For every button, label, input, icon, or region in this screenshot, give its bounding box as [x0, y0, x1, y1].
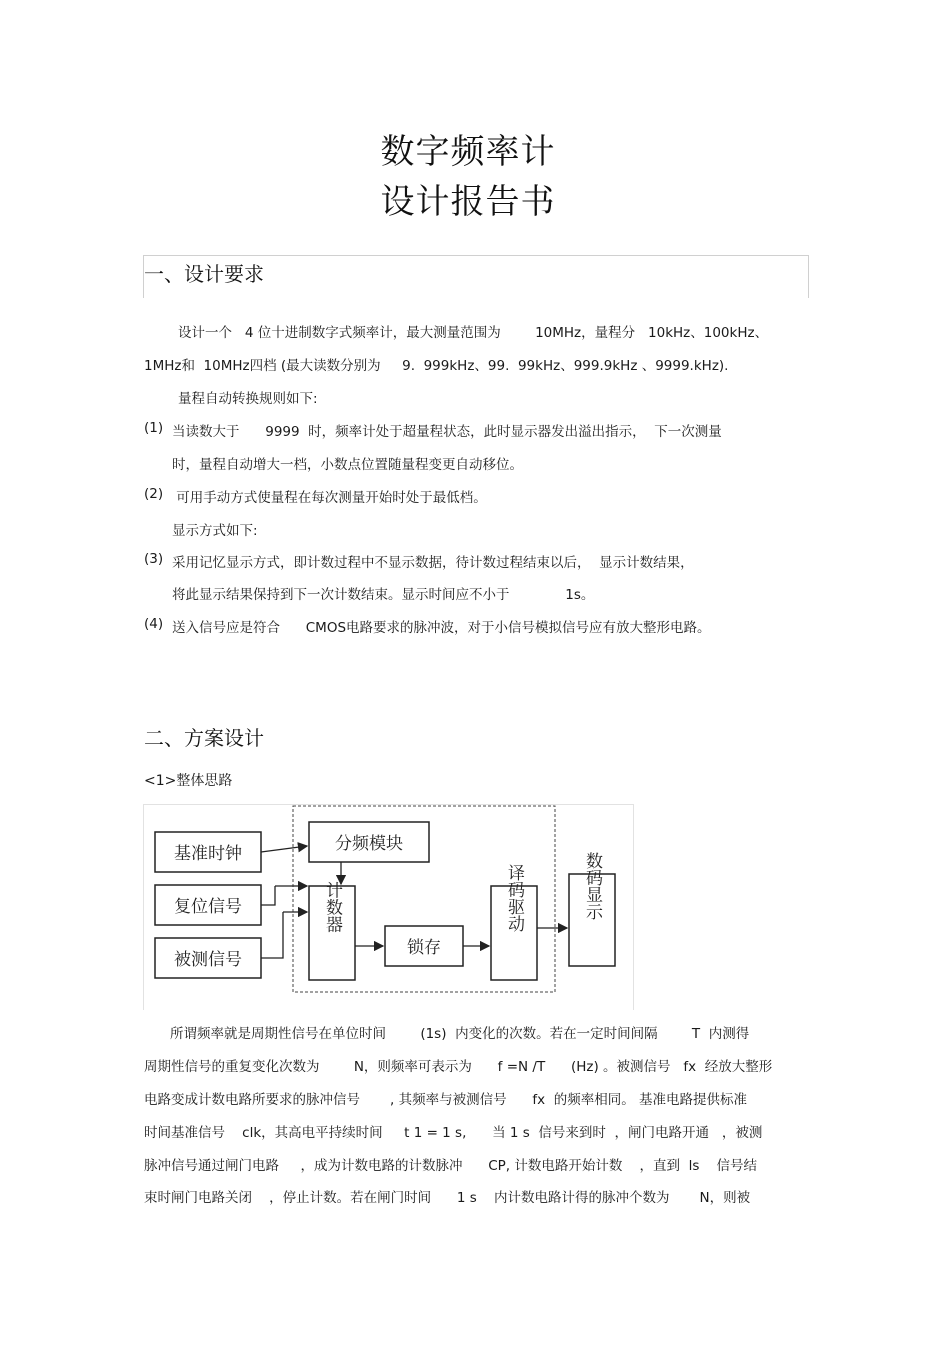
item4-line-1: 送入信号应是符合 CMOS电路要求的脉冲波，对于小信号模拟信号应有放大整形电路。: [172, 620, 711, 636]
counter-label: 计数器: [322, 881, 342, 933]
section2-heading: 二、方案设计: [144, 726, 264, 750]
item1-number: (1): [144, 420, 164, 436]
line-reset: [261, 886, 275, 905]
doc-title-line2: 设计报告书: [380, 182, 556, 222]
doc-title-line1: 数字频率计: [380, 132, 556, 172]
item1-line-1: 当读数大于 9999 时，频率计处于超量程状态，此时显示器发出溢出指示， 下一次测量: [172, 424, 722, 440]
item2-number: (2): [144, 486, 164, 502]
body-line-6: 束时闸门电路关闭 ，停止计数。若在闸门时间 1 s 内计数电路计得的脉冲个数为 N，则被: [144, 1190, 751, 1206]
arrow-clock-to-divider: [261, 846, 307, 852]
intro-line-1: 设计一个 4 位十进制数字式频率计，最大测量范围为 10MHz，量程分 10kHz、100kHz、: [178, 325, 769, 341]
item3-line-1: 采用记忆显示方式，即计数过程中不显示数据，待计数过程结束以后， 显示计数结果，: [172, 555, 694, 571]
measured-label: 被测信号: [174, 950, 242, 970]
decoder-label: 译码驱动: [504, 864, 524, 932]
body-line-3: 电路变成计数电路所要求的脉冲信号 , 其频率与被测信号 fx 的频率相同。 基准电路提供标准: [144, 1092, 747, 1108]
item2-line-1: 可用手动方式使量程在每次测量开始时处于最低档。: [172, 490, 487, 506]
intro-line-2: 1MHz和 10MHz四档 (最大读数分别为 9. 999kHz、99. 99kHz、999.9kHz 、9999.kHz).: [144, 358, 729, 374]
block-diagram: [143, 804, 632, 1009]
item4-number: (4): [144, 616, 164, 632]
body-line-4: 时间基准信号 clk，其高电平持续时间 t 1 = 1 s, 当 1 s 信号来到时 ，闸门电路开通 ，被测: [144, 1125, 763, 1141]
section2-sub1: <1>整体思路: [144, 773, 233, 789]
item3-line-2: 将此显示结果保持到下一次计数结束。显示时间应不小于 1s。: [172, 587, 595, 603]
item3-number: (3): [144, 551, 164, 567]
item1-line-2: 时，量程自动增大一档，小数点位置随量程变更自动移位。: [172, 457, 523, 473]
reset-label: 复位信号: [174, 897, 242, 917]
body-line-2: 周期性信号的重复变化次数为 N，则频率可表示为 f =N /T (Hz) 。被测信号 fx 经放大整形: [144, 1059, 773, 1075]
line-measured: [261, 912, 283, 958]
section1-heading: 一、设计要求: [144, 262, 264, 286]
latch-label: 锁存: [407, 938, 441, 958]
body-line-1: 所谓频率就是周期性信号在单位时间 (1s) 内变化的次数。若在一定时间间隔 T 内测得: [170, 1026, 750, 1042]
divider-label: 分频模块: [335, 834, 403, 854]
display-label: 数码显示: [582, 852, 602, 920]
body-line-5: 脉冲信号通过闸门电路 ，成为计数电路的计数脉冲 CP, 计数电路开始计数 ，直到 ls 信号结: [144, 1158, 758, 1174]
ref-clock-label: 基准时钟: [174, 844, 242, 864]
display-rule-label: 显示方式如下:: [172, 523, 258, 539]
range-rule-label: 量程自动转换规则如下:: [178, 391, 318, 407]
